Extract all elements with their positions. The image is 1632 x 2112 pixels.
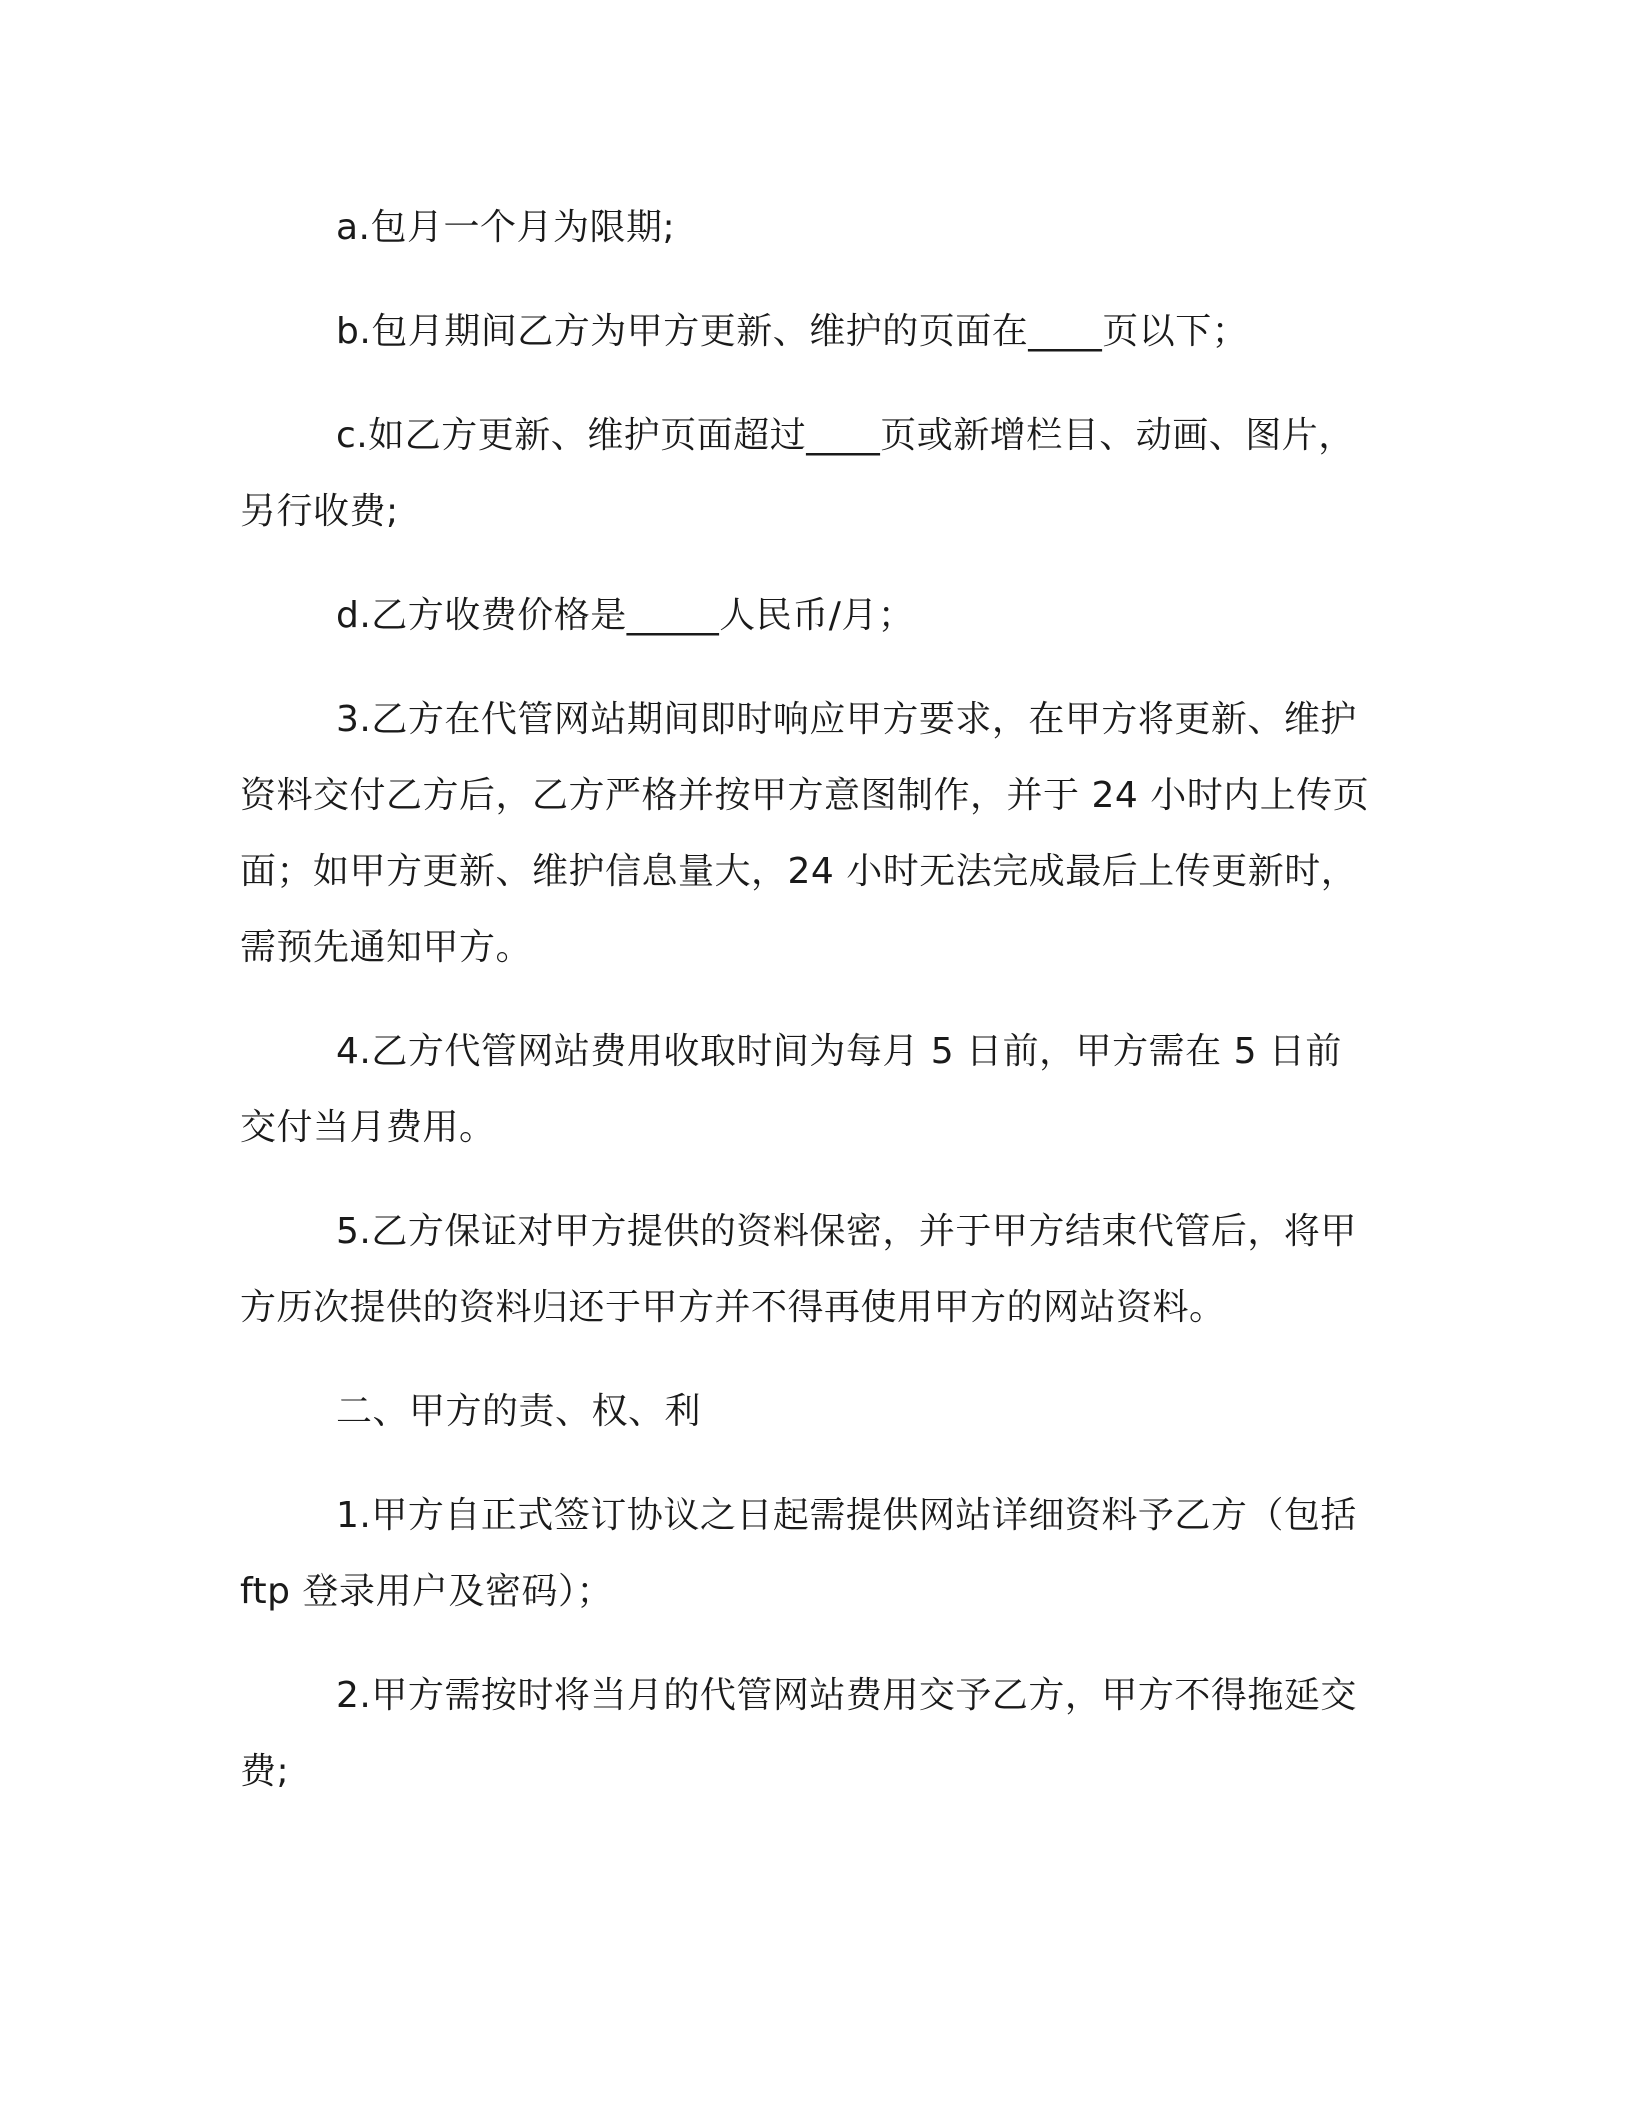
clause-4-fee-collection: 4.乙方代管网站费用收取时间为每月 5 日前，甲方需在 5 日前交付当月费用。 [240,1031,1342,1148]
clause-d-price: d.乙方收费价格是_____人民币/月； [336,595,915,636]
clause-3-response: 3.乙方在代管网站期间即时响应甲方要求，在甲方将更新、维护资料交付乙方后，乙方严格并按甲方意图制作，并于 24 小时内上传页面；如甲方更新、维护信息量大，24 小时无法完成最后上传更新时，需预先通知甲方。 [240,699,1370,968]
clause-c-extra-charge: c.如乙方更新、维护页面超过____页或新增栏目、动画、图片，另行收费; [240,415,1355,532]
section-heading-party-a: 二、甲方的责、权、利 [336,1391,702,1432]
document-body [240,190,1375,1838]
clause-5-confidentiality: 5.乙方保证对甲方提供的资料保密，并于甲方结束代管后，将甲方历次提供的资料归还于甲方并不得再使用甲方的网站资料。 [240,1211,1357,1328]
party-a-clause-2: 2.甲方需按时将当月的代管网站费用交予乙方，甲方不得拖延交费; [240,1675,1357,1792]
party-a-clause-1: 1.甲方自正式签订协议之日起需提供网站详细资料予乙方（包括 ftp 登录用户及密码）； [240,1495,1357,1612]
clause-b-page-limit: b.包月期间乙方为甲方更新、维护的页面在____页以下； [336,311,1249,352]
clause-a-monthly-term: a.包月一个月为限期; [336,207,676,248]
